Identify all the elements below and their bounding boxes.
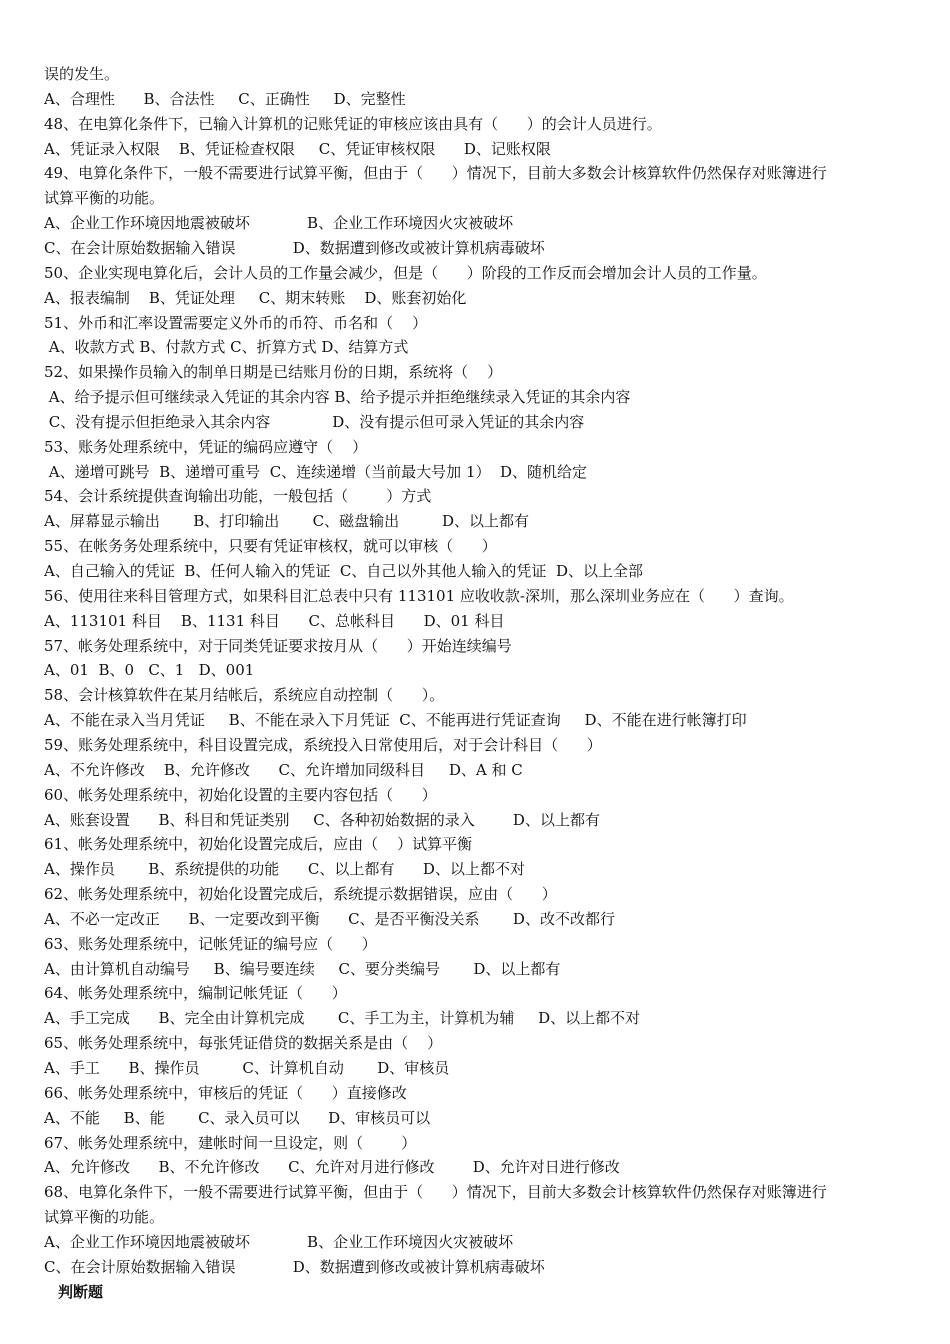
text-line: 67、帐务处理系统中，建帐时间一旦设定，则（ ）	[44, 1133, 417, 1152]
text-line: A、收款方式 B、付款方式 C、折算方式 D、结算方式	[44, 338, 409, 357]
text-line: A、企业工作环境因地震被破坏 B、企业工作环境因火灾被破坏	[44, 214, 514, 233]
text-line: 54、会计系统提供查询输出功能，一般包括（ ）方式	[44, 487, 432, 506]
text-line: 试算平衡的功能。	[44, 189, 165, 208]
text-line: 64、帐务处理系统中，编制记帐凭证（ ）	[44, 984, 347, 1003]
text-line: C、在会计原始数据输入错误 D、数据遭到修改或被计算机病毒破坏	[44, 238, 545, 257]
text-line: A、自己输入的凭证 B、任何人输入的凭证 C、自己以外其他人输入的凭证 D、以上全部	[44, 562, 643, 580]
text-line: A、手工 B、操作员 C、计算机自动 D、审核员	[44, 1059, 450, 1077]
text-line: A、由计算机自动编号 B、编号要连续 C、要分类编号 D、以上都有	[44, 959, 561, 978]
text-line: A、不必一定改正 B、一定要改到平衡 C、是否平衡没关系 D、改不改都行	[44, 909, 615, 928]
text-line: A、不允许修改 B、允许修改 C、允许增加同级科目 D、A 和 C	[44, 760, 523, 779]
text-line: 55、在帐务务处理系统中，只要有凭证审核权，就可以审核（ ）	[44, 537, 497, 556]
text-line: 62、帐务处理系统中，初始化设置完成后，系统提示数据错误，应由（ ）	[44, 885, 557, 904]
text-line: 50、企业实现电算化后，会计人员的工作量会减少，但是（ ）阶段的工作反而会增加会计人员的工作量。	[44, 263, 767, 282]
text-line: 65、帐务处理系统中，每张凭证借贷的数据关系是由（ ）	[44, 1034, 443, 1053]
text-line: A、允许修改 B、不允许修改 C、允许对月进行修改 D、允许对日进行修改	[44, 1158, 620, 1177]
text-line: A、给予提示但可继续录入凭证的其余内容 B、给予提示并拒绝继续录入凭证的其余内容	[44, 388, 631, 407]
text-line: A、手工完成 B、完全由计算机完成 C、手工为主，计算机为辅 D、以上都不对	[44, 1009, 641, 1028]
text-line: A、账套设置 B、科目和凭证类别 C、各种初始数据的录入 D、以上都有	[44, 810, 600, 829]
text-line: 61、帐务处理系统中，初始化设置完成后，应由（ ）试算平衡	[44, 835, 473, 854]
text-line: A、不能 B、能 C、录入员可以 D、审核员可以	[44, 1108, 431, 1127]
text-line: 60、帐务处理系统中，初始化设置的主要内容包括（ ）	[44, 785, 437, 804]
text-line: C、在会计原始数据输入错误 D、数据遭到修改或被计算机病毒破坏	[44, 1257, 545, 1276]
text-line: 56、使用往来科目管理方式，如果科目汇总表中只有 113101 应收收款-深圳，那么深圳业务应在（ ）查询。	[44, 586, 794, 605]
text-line: 51、外币和汇率设置需要定义外币的币符、币名和（ ）	[44, 313, 428, 332]
text-line: 68、电算化条件下，一般不需要进行试算平衡，但由于（ ）情况下，目前大多数会计核算软件仍然保存对账簿进行	[44, 1183, 827, 1202]
text-line: 误的发生。	[44, 65, 120, 83]
text-line: A、凭证录入权限 B、凭证检查权限 C、凭证审核权限 D、记账权限	[44, 139, 551, 158]
text-line: 试算平衡的功能。	[44, 1208, 165, 1227]
text-line: 59、账务处理系统中，科目设置完成，系统投入日常使用后，对于会计科目（ ）	[44, 735, 602, 754]
text-line: A、合理性 B、合法性 C、正确性 D、完整性	[44, 89, 406, 108]
text-line: A、屏幕显示输出 B、打印输出 C、磁盘输出 D、以上都有	[44, 512, 530, 531]
text-line: 49、电算化条件下，一般不需要进行试算平衡，但由于（ ）情况下，目前大多数会计核算软件仍然保存对账簿进行	[44, 164, 827, 183]
text-line: A、113101 科目 B、1131 科目 C、总帐科目 D、01 科目	[44, 611, 505, 630]
text-line: A、不能在录入当月凭证 B、不能在录入下月凭证 C、不能再进行凭证查询 D、不能在进行帐簿打印	[44, 711, 747, 730]
text-line: 53、账务处理系统中，凭证的编码应遵守（ ）	[44, 437, 368, 456]
text-line: 48、在电算化条件下，已输入计算机的记账凭证的审核应该由具有（ ）的会计人员进行。	[44, 114, 662, 133]
text-line: C、没有提示但拒绝录入其余内容 D、没有提示但可录入凭证的其余内容	[44, 412, 585, 431]
text-line: 58、会计核算软件在某月结帐后，系统应自动控制（ ）。	[44, 686, 445, 705]
text-line: A、操作员 B、系统提供的功能 C、以上都有 D、以上都不对	[44, 860, 525, 879]
section-heading: 判断题	[58, 1282, 104, 1301]
text-line: 63、账务处理系统中，记帐凭证的编号应（ ）	[44, 934, 377, 953]
text-line: A、01 B、0 C、1 D、001	[44, 661, 255, 680]
text-line: A、企业工作环境因地震被破坏 B、企业工作环境因火灾被破坏	[44, 1232, 514, 1251]
text-line: A、报表编制 B、凭证处理 C、期末转账 D、账套初始化	[44, 288, 467, 307]
text-line: 57、帐务处理系统中，对于同类凭证要求按月从（ ）开始连续编号	[44, 636, 512, 655]
text-line: 52、如果操作员输入的制单日期是已结账月份的日期，系统将（ ）	[44, 363, 503, 382]
text-line: 66、帐务处理系统中，审核后的凭证（ ）直接修改	[44, 1083, 407, 1102]
text-line: A、递增可跳号 B、递增可重号 C、连续递增（当前最大号加 1） D、随机给定	[44, 462, 588, 481]
